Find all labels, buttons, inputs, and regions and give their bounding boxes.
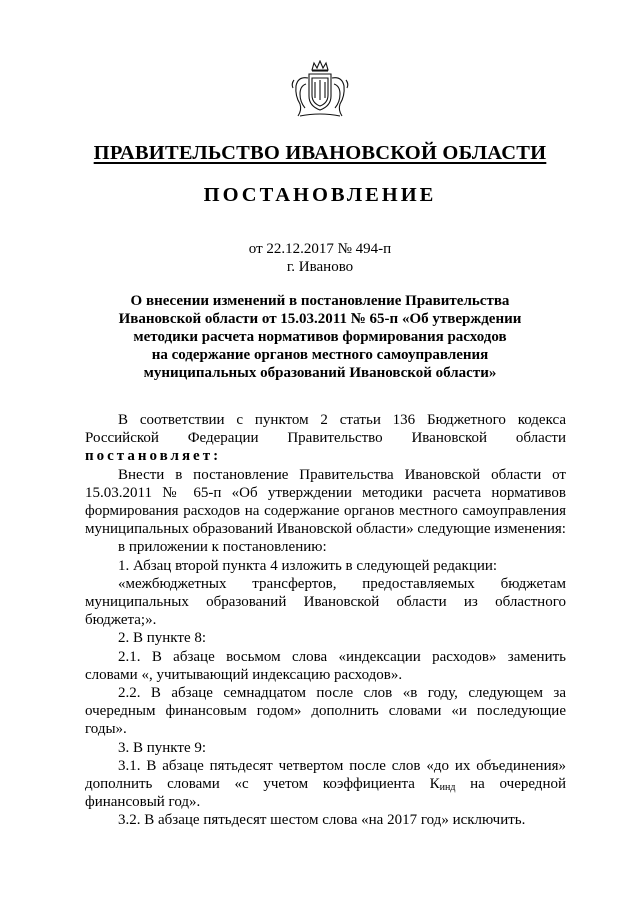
decree-word-paragraph xyxy=(85,447,566,465)
decree-word: постановляет: xyxy=(85,448,222,465)
heading-line: Ивановской области от 15.03.2011 № 65-п «Об утверждении xyxy=(118,311,522,327)
document-date-number: от 22.12.2017 № 494-п xyxy=(248,241,392,257)
body-paragraph: 3.2. В абзаце пятьдесят шестом слова «на 2017 год» исключить. xyxy=(118,812,526,829)
body-paragraph: 2.2. В абзаце семнадцатом после слов «в году, следующем за очередным финансовым годом» дополнить словами «и последующие годы». xyxy=(85,685,566,738)
document-city: г. Иваново xyxy=(286,259,354,275)
body-paragraph xyxy=(85,757,566,812)
body-paragraph: Внести в постановление Правительства Ивановской области от 15.03.2011 № 65-п «Об утверждении методики расчета нормативов формирования расходов на содержание органов местного самоуправления муниципальных образований Ивановской области» следующие изменения: xyxy=(85,466,566,538)
coefficient-subscript: инд xyxy=(439,782,456,794)
body-paragraph: 1. Абзац второй пункта 4 изложить в следующей редакции: xyxy=(118,557,498,574)
body-paragraph: 3. В пункте 9: xyxy=(118,739,207,756)
heading-line: на содержание органов местного самоуправления xyxy=(151,347,489,363)
body-paragraph: 2. В пункте 8: xyxy=(118,630,207,647)
preamble-paragraph: В соответствии с пунктом 2 статьи 136 Бюджетного кодекса Российской Федерации Правительство Ивановской области xyxy=(85,412,566,447)
document-heading xyxy=(100,292,540,382)
heading-line: методики расчета нормативов формирования расходов xyxy=(133,329,507,345)
paragraph-text: на очередной финансовый год». xyxy=(85,776,566,811)
document-body xyxy=(85,411,566,830)
paragraph-text: 3.1. В абзаце пятьдесят четвертом после слов «до их объединения» дополнить словами «с учетом коэффициента К xyxy=(85,757,566,793)
government-title: ПРАВИТЕЛЬСТВО ИВАНОВСКОЙ ОБЛАСТИ xyxy=(93,142,547,164)
document-type: ПОСТАНОВЛЕНИЕ xyxy=(203,184,437,206)
body-paragraph: «межбюджетных трансфертов, предоставляемых бюджетам муниципальных образований Ивановской области из областного бюджета;». xyxy=(85,575,566,629)
body-paragraph: в приложении к постановлению: xyxy=(118,539,327,556)
body-paragraph: 2.1. В абзаце восьмом слова «индексации расходов» заменить словами «, учитывающий индексацию расходов». xyxy=(85,648,566,683)
heading-line: О внесении изменений в постановление Правительства xyxy=(130,293,510,309)
heading-line: муниципальных образований Ивановской области» xyxy=(143,365,497,381)
coat-of-arms-icon xyxy=(288,60,352,120)
